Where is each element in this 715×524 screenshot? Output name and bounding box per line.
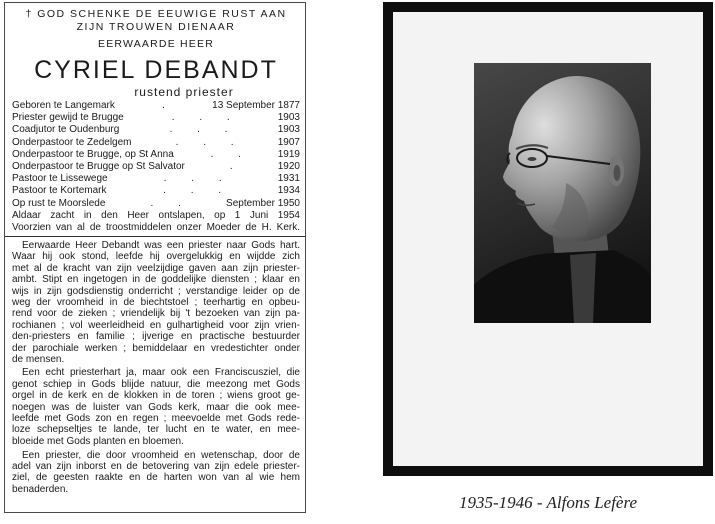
career-leader: . . . xyxy=(163,173,222,185)
career-leader: . xyxy=(229,160,233,172)
career-row xyxy=(12,100,300,112)
career-row xyxy=(12,149,300,161)
text-line: loze schepseltjes te lande, ter lucht en te water, en mee- xyxy=(12,424,300,436)
career-row xyxy=(12,124,300,136)
divider xyxy=(5,236,305,237)
career-label: Onderpastoor te Brugge op St Salvator xyxy=(12,160,185,172)
text-line: wijs in zijn godsdienstig onderricht ; verstandige leider op de xyxy=(12,285,300,297)
career-label: Coadjutor te Oudenburg xyxy=(12,124,120,136)
text-line: orgel in de kerk en de klokken in de toren ; wiens groot ge- xyxy=(12,390,300,402)
text-line: ambt. Stipt en ingetogen in de goddelijke diensten ; klaar en xyxy=(12,274,300,286)
career-label: Onderpastoor te Brugge, op St Anna xyxy=(12,148,174,160)
text-line: noegen was de luister van Gods kerk, maar die ook mee- xyxy=(12,401,300,413)
career-label: Priester gewijd te Brugge xyxy=(12,112,124,124)
career-row xyxy=(12,185,300,197)
career-label: Onderpastoor te Zedelgem xyxy=(12,136,132,148)
career-date: 1903 xyxy=(277,112,300,124)
career-leader: . . xyxy=(210,148,241,160)
deceased-name: CYRIEL DEBANDT xyxy=(34,56,278,84)
career-row xyxy=(12,173,300,185)
text-line: genot schiep in Gods blijde natuur, die meezong met Gods xyxy=(12,378,300,390)
status-line: rustend priester xyxy=(134,85,234,99)
text-line: ziel, de geesten raakte en de harten won van al wie hem xyxy=(12,472,300,484)
text-line: Eerwaarde Heer Debandt was een priester naar Gods hart. xyxy=(22,240,300,252)
collar xyxy=(570,253,596,323)
portrait-photo xyxy=(474,63,651,323)
text-line: der parochiale werken ; bemiddelaar en vredestichter onder xyxy=(12,342,300,354)
career-date: 1907 xyxy=(277,136,300,148)
career-label: Op rust te Moorslede xyxy=(12,197,106,209)
text-line: adel van zijn inborst en de betovering van zijn edele priester- xyxy=(12,460,300,472)
honorific-line: EERWAARDE HEER xyxy=(98,38,214,50)
career-leader: . . . xyxy=(163,185,222,197)
career-leader: . . . xyxy=(169,124,228,136)
career-row xyxy=(12,198,300,210)
career-row xyxy=(12,161,300,173)
death-notice: Aldaar zacht in den Heer ontslapen, op 1 Juni 1954 xyxy=(12,209,300,221)
text-line: weg der vroomheid in de biechtstoel ; teerhartig en opbeu- xyxy=(12,297,300,309)
career-leader: . . . xyxy=(171,112,230,124)
card-header xyxy=(12,8,300,99)
text-line: Een priester, die door vroomheid en wetenschap, door de xyxy=(22,449,300,461)
photo-caption: 1935-1946 - Alfons Lefère xyxy=(458,493,637,512)
career-date: 13 September 1877 xyxy=(212,100,300,111)
sacraments-notice: Voorzien van al de troostmiddelen onzer Moeder de H. Kerk. xyxy=(12,221,300,233)
career-date: 1934 xyxy=(277,185,300,197)
text-line: de mensen. xyxy=(12,353,65,365)
career-date: 1920 xyxy=(277,160,300,172)
career-list xyxy=(12,100,300,210)
text-line: Waar hij ook stond, leefde hij overgelukkig en wijdde zich xyxy=(12,251,300,263)
glasses-lens xyxy=(517,149,547,167)
text-line: den-priesters en familie ; ijverige en practische bestuurder xyxy=(12,331,300,343)
text-line: bloeide met Gods planten en bloemen. xyxy=(12,435,184,447)
text-line: leefde met Gods zon en regen ; meevoelde met Gods rede- xyxy=(12,412,300,424)
career-date: 1931 xyxy=(277,173,300,185)
career-label: Geboren te Langemark xyxy=(12,100,115,111)
text-line: Een echt priesterhart ja, maar ook een Franciscusziel, die xyxy=(22,367,300,379)
career-row xyxy=(12,112,300,124)
biography-paragraph xyxy=(12,240,300,365)
career-leader: . xyxy=(162,100,165,111)
servant-line: ZIJN TROUWEN DIENAAR xyxy=(76,21,236,33)
career-label: Pastoor te Kortemark xyxy=(12,185,107,197)
invocation-line: † GOD SCHENKE DE EEUWIGE RUST AAN xyxy=(25,8,287,20)
ear-shadow xyxy=(614,165,621,181)
biography-paragraph xyxy=(12,367,300,447)
career-row xyxy=(12,137,300,149)
text-line: benaderden. xyxy=(12,483,69,495)
career-date: 1903 xyxy=(277,124,300,136)
career-leader: . . xyxy=(150,197,181,209)
memorial-card xyxy=(4,2,306,513)
career-label: Pastoor te Lissewege xyxy=(12,173,108,185)
career-date: September 1950 xyxy=(226,197,300,209)
text-line: rochianen ; vol weerleidheid en gulhartigheid voor zijn vrien- xyxy=(12,319,300,331)
biography-paragraph xyxy=(12,450,300,496)
text-line: rend voor de zieken ; vriendelijk bij 't bezoeken van zijn pa- xyxy=(12,308,300,320)
text-line: met al de kracht van zijn veelzijdige gaven aan zijn priester- xyxy=(12,262,300,274)
career-leader: . . . xyxy=(175,136,234,148)
career-date: 1919 xyxy=(277,148,300,160)
